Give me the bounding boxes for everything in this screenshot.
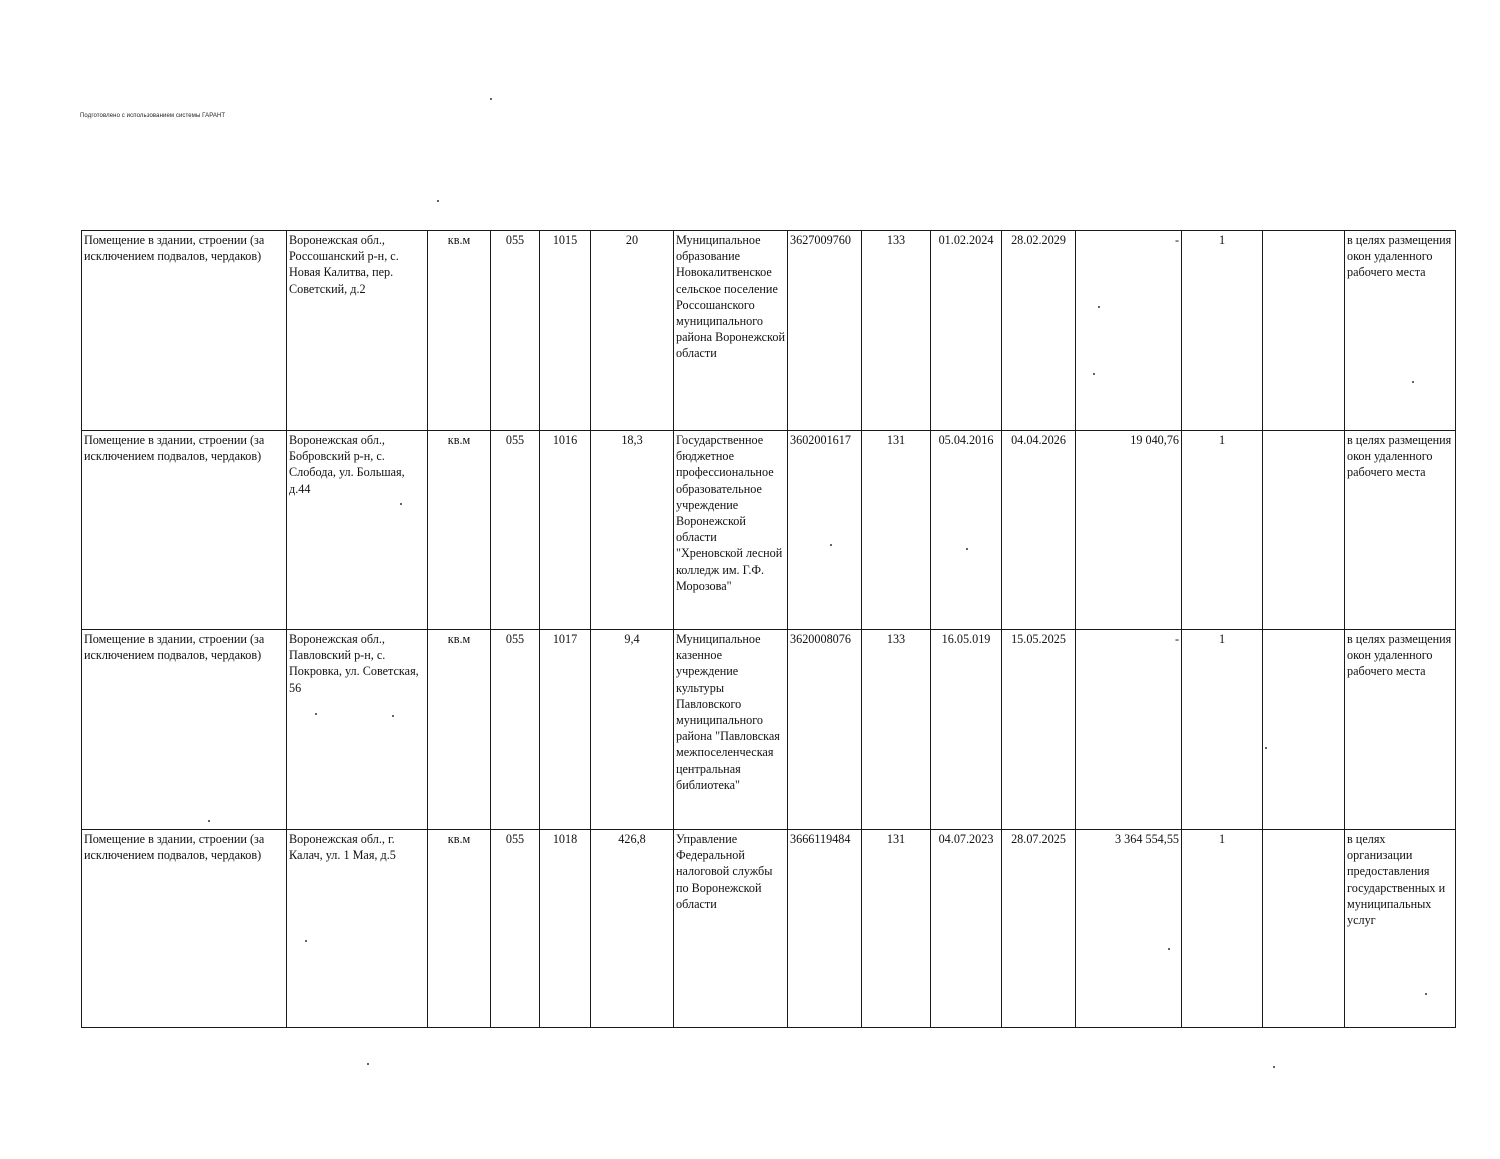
empty-cell (1263, 431, 1345, 630)
unit-cell: кв.м (428, 830, 491, 1028)
date-start-cell: 16.05.019 (931, 630, 1002, 830)
inn-cell: 3627009760 (788, 231, 862, 431)
purpose-cell: в целях размещения окон удаленного рабочего места (1345, 231, 1456, 431)
empty-cell (1263, 231, 1345, 431)
code-cell: 055 (491, 431, 540, 630)
kind-cell: 133 (862, 231, 931, 431)
amount-cell: - (1076, 231, 1182, 431)
unit-cell: кв.м (428, 431, 491, 630)
date-start-cell: 01.02.2024 (931, 231, 1002, 431)
address-cell: Воронежская обл., Павловский р-н, с. Покровка, ул. Советская, 56 (287, 630, 428, 830)
flag-cell: 1 (1182, 830, 1263, 1028)
number-cell: 1016 (540, 431, 591, 630)
date-end-cell: 15.05.2025 (1002, 630, 1076, 830)
holder-cell: Муниципальное образование Новокалитвенское сельское поселение Россошанского муниципального района Воронежской области (674, 231, 788, 431)
date-end-cell: 28.02.2029 (1002, 231, 1076, 431)
code-cell: 055 (491, 231, 540, 431)
inn-cell: 3666119484 (788, 830, 862, 1028)
holder-cell: Управление Федеральной налоговой службы по Воронежской области (674, 830, 788, 1028)
flag-cell: 1 (1182, 431, 1263, 630)
unit-cell: кв.м (428, 630, 491, 830)
area-cell: 9,4 (591, 630, 674, 830)
number-cell: 1018 (540, 830, 591, 1028)
table-row (82, 630, 1456, 830)
purpose-cell: в целях размещения окон удаленного рабочего места (1345, 630, 1456, 830)
scan-speck (437, 200, 439, 202)
holder-cell: Муниципальное казенное учреждение культуры Павловского муниципального района "Павловская межпоселенческая центральная библиотека" (674, 630, 788, 830)
scan-speck (490, 98, 492, 100)
object-type-cell: Помещение в здании, строении (за исключением подвалов, чердаков) (82, 830, 287, 1028)
table-row (82, 231, 1456, 431)
number-cell: 1017 (540, 630, 591, 830)
amount-cell: 19 040,76 (1076, 431, 1182, 630)
code-cell: 055 (491, 830, 540, 1028)
table-row (82, 431, 1456, 630)
amount-cell: 3 364 554,55 (1076, 830, 1182, 1028)
table-row (82, 830, 1456, 1028)
date-end-cell: 04.04.2026 (1002, 431, 1076, 630)
object-type-cell: Помещение в здании, строении (за исключением подвалов, чердаков) (82, 231, 287, 431)
garant-header-note: Подготовлено с использованием системы ГАРАНТ (80, 113, 226, 119)
property-registry-table (81, 230, 1456, 1028)
flag-cell: 1 (1182, 630, 1263, 830)
purpose-cell: в целях организации предоставления государственных и муниципальных услуг (1345, 830, 1456, 1028)
unit-cell: кв.м (428, 231, 491, 431)
area-cell: 18,3 (591, 431, 674, 630)
area-cell: 20 (591, 231, 674, 431)
date-start-cell: 04.07.2023 (931, 830, 1002, 1028)
date-end-cell: 28.07.2025 (1002, 830, 1076, 1028)
area-cell: 426,8 (591, 830, 674, 1028)
address-cell: Воронежская обл., г. Калач, ул. 1 Мая, д.5 (287, 830, 428, 1028)
date-start-cell: 05.04.2016 (931, 431, 1002, 630)
holder-cell: Государственное бюджетное профессиональное образовательное учреждение Воронежской области "Хреновской лесной колледж им. Г.Ф. Морозова" (674, 431, 788, 630)
kind-cell: 131 (862, 830, 931, 1028)
code-cell: 055 (491, 630, 540, 830)
amount-cell: - (1076, 630, 1182, 830)
inn-cell: 3620008076 (788, 630, 862, 830)
scan-speck (367, 1063, 369, 1065)
address-cell: Воронежская обл., Россошанский р-н, с. Новая Калитва, пер. Советский, д.2 (287, 231, 428, 431)
object-type-cell: Помещение в здании, строении (за исключением подвалов, чердаков) (82, 630, 287, 830)
flag-cell: 1 (1182, 231, 1263, 431)
number-cell: 1015 (540, 231, 591, 431)
purpose-cell: в целях размещения окон удаленного рабочего места (1345, 431, 1456, 630)
kind-cell: 131 (862, 431, 931, 630)
kind-cell: 133 (862, 630, 931, 830)
inn-cell: 3602001617 (788, 431, 862, 630)
address-cell: Воронежская обл., Бобровский р-н, с. Слобода, ул. Большая, д.44 (287, 431, 428, 630)
empty-cell (1263, 630, 1345, 830)
object-type-cell: Помещение в здании, строении (за исключением подвалов, чердаков) (82, 431, 287, 630)
scan-speck (1273, 1066, 1275, 1068)
empty-cell (1263, 830, 1345, 1028)
